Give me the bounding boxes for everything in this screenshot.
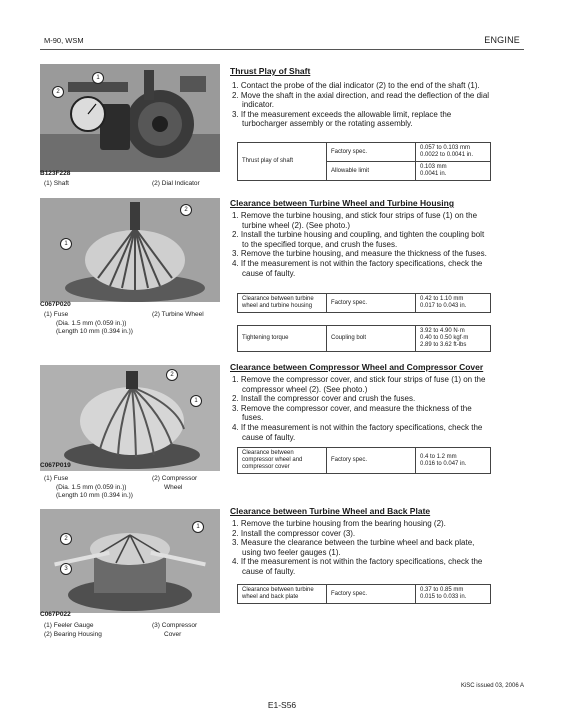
callout-3: 3 [60,563,72,575]
steps-compressor-cover [232,375,492,442]
spec-table-thrust-play [237,142,491,181]
legend-item: (2) Dial Indicator [152,180,200,187]
spec-label: Thrust play of shaft [238,143,327,181]
photo-turbine-wheel [40,198,220,302]
step: 3. Remove the turbine housing, and measure the thickness of the fuses. [232,249,487,259]
photo-code: B123F228 [40,170,71,177]
callout-1: 1 [190,395,202,407]
spec-table-compressor-cover [237,447,491,474]
spec-key: Coupling bolt [327,326,416,352]
legend-item: (1) Shaft [44,180,69,187]
step: 3. Remove the compressor cover, and measure the thickness of the fuses. [232,403,472,423]
header-chapter: ENGINE [484,35,520,45]
spec-table-back-plate [237,584,491,604]
callout-2: 2 [52,86,64,98]
spec-label: Clearance between turbine wheel and turbine housing [238,294,327,313]
spec-value: 3.92 to 4.90 N·m 0.40 to 0.50 kgf·m 2.89 to 3.62 ft-lbs [416,326,491,352]
spec-label: Clearance between turbine wheel and back plate [238,585,327,604]
legend-left: (1) Feeler Gauge (2) Bearing Housing [44,622,102,638]
legend-left: (1) Fuse (Dia. 1.5 mm (0.059 in.)) (Length 10 mm (0.394 in.)) [44,475,133,499]
spec-label: Clearance between compressor wheel and compressor cover [238,448,327,474]
spec-table-torque [237,325,491,352]
step: 4. If the measurement is not within the factory specifications, check the cause of faulty. [232,258,483,278]
legend-right: (2) Turbine Wheel [152,311,204,318]
spec-key: Factory spec. [327,294,416,313]
header-rule [40,49,524,50]
spec-value: 0.42 to 1.10 mm 0.017 to 0.043 in. [416,294,491,313]
spec-table-turbine-housing [237,293,491,313]
callout-2: 2 [166,369,178,381]
step: 1. Remove the compressor cover, and stick four strips of fuse (1) on the compressor wheel (2). (See photo.) [232,375,486,394]
steps-thrust-play [232,81,492,129]
legend-right: (3) Compressor Cover [152,622,198,638]
spec-value: 0.057 to 0.103 mm 0.0022 to 0.0041 in. [416,143,491,162]
spec-key: Factory spec. [327,143,416,162]
step: 3. Measure the clearance between the turbine wheel and back plate, using two feeler gauges (1). [232,538,475,557]
step: 2. Move the shaft in the axial direction, and read the deflection of the dial indicator. [232,90,490,110]
step: 1. Remove the turbine housing from the bearing housing (2). [232,519,446,528]
photo-code: C067P022 [40,611,71,618]
spec-key: Allowable limit [327,162,416,181]
callout-2: 2 [180,204,192,216]
section-title-compressor-cover: Clearance between Compressor Wheel and Compressor Cover [230,362,484,372]
section-title-thrust-play: Thrust Play of Shaft [230,66,311,76]
spec-value: 0.37 to 0.85 mm 0.015 to 0.033 in. [416,585,491,604]
step: 1. Remove the turbine housing, and stick four strips of fuse (1) on the turbine wheel (2). (See photo.) [232,211,478,230]
steps-back-plate [232,519,492,577]
legend-right: (2) Compressor Wheel [152,475,198,491]
photo-back-plate [40,509,220,613]
callout-2: 2 [60,533,72,545]
spec-label: Tightening torque [238,326,327,352]
callout-1: 1 [192,521,204,533]
spec-value: 0.103 mm 0.0041 in. [416,162,491,181]
photo-code: C067P020 [40,301,71,308]
footer-page-number: E1-S56 [267,700,297,710]
steps-turbine-housing [232,211,492,278]
step: 2. Install the turbine housing and coupling, and tighten the coupling bolt to the specified torque, and crush the fuses. [232,230,485,249]
spec-key: Factory spec. [327,448,416,474]
photo-thrust-play [40,64,220,172]
step: 1. Contact the probe of the dial indicator (2) to the end of the shaft (1). [232,81,480,90]
step: 3. If the measurement exceeds the allowable limit, replace the turbocharger assembly or the rotating assembly. [232,109,452,129]
callout-1: 1 [92,72,104,84]
spec-key: Factory spec. [327,585,416,604]
legend-left: (1) Fuse (Dia. 1.5 mm (0.059 in.)) (Length 10 mm (0.394 in.)) [44,311,133,335]
photo-code: C067P019 [40,462,71,469]
footer-issue: KiSC issued 03, 2006 A [460,683,524,689]
step: 4. If the measurement is not within the factory specifications, check the cause of faulty. [232,557,483,576]
step: 2. Install the compressor cover (3). [232,528,356,538]
header-manual-code: M-90, WSM [44,36,84,45]
callout-1: 1 [60,238,72,250]
step: 4. If the measurement is not within the factory specifications, check the cause of faulty. [232,422,483,442]
spec-value: 0.4 to 1.2 mm 0.016 to 0.047 in. [416,448,491,474]
section-title-turbine-housing: Clearance between Turbine Wheel and Turbine Housing [230,198,455,208]
step: 2. Install the compressor cover and crush the fuses. [232,394,416,404]
photo-compressor-wheel [40,365,220,471]
section-title-back-plate: Clearance between Turbine Wheel and Back Plate [230,506,431,516]
